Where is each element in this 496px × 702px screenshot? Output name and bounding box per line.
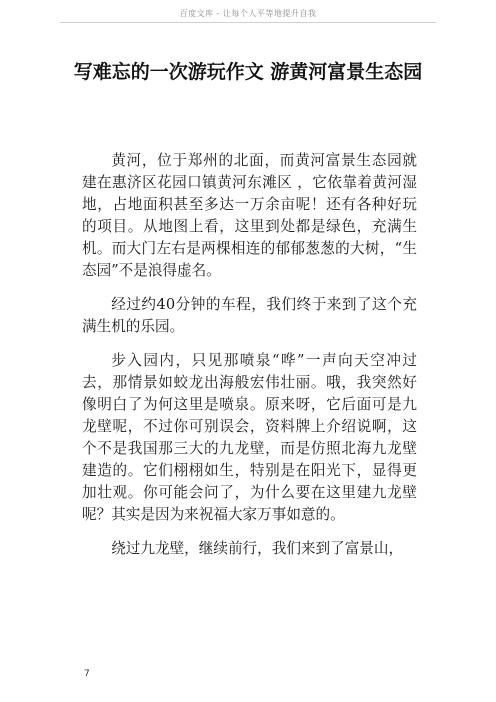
document-body: [82, 150, 417, 572]
document-title: 写难忘的一次游玩作文 游黄河富景生态园: [73, 61, 423, 83]
paragraph: 黄河，位于郑州的北面，而黄河富景生态园就建在惠济区花园口镇黄河东滩区 ，它依靠着黄河湿地，占地面积甚至多达一万余亩呢！还有各种好玩的项目。从地图上看，这里到处都是绿色，充满生机。而大门左右是两棵相连的郁郁葱葱的大树，“生态园”不是浪得虚名。: [82, 152, 417, 279]
page-number: 7: [84, 669, 90, 679]
paragraph: 绕过九龙壁，继续前行，我们来到了富景山，: [111, 540, 404, 557]
paragraph: 步入园内，只见那喷泉“哗”一声向天空冲过去，那情景如蛟龙出海般宏伟壮丽。哦，我突然好像明白了为何这里是喷泉。原来呀，它后面可是九龙壁呢，不过你可别误会，资料牌上介绍说啊，这个不是我国那三大的九龙壁，而是仿照北海九龙壁建造的。它们栩栩如生，特别是在阳光下，显得更加壮观。你可能会问了，为什么要在这里建九龙壁呢？其实是因为来祝福大家万事如意的。: [82, 352, 417, 523]
paragraph: 经过约40分钟的车程，我们终于来到了这个充满生机的乐园。: [82, 296, 417, 335]
page-header: 百度文库 - 让每个人平等地提升自我: [179, 9, 317, 18]
header-divider: [60, 22, 436, 23]
